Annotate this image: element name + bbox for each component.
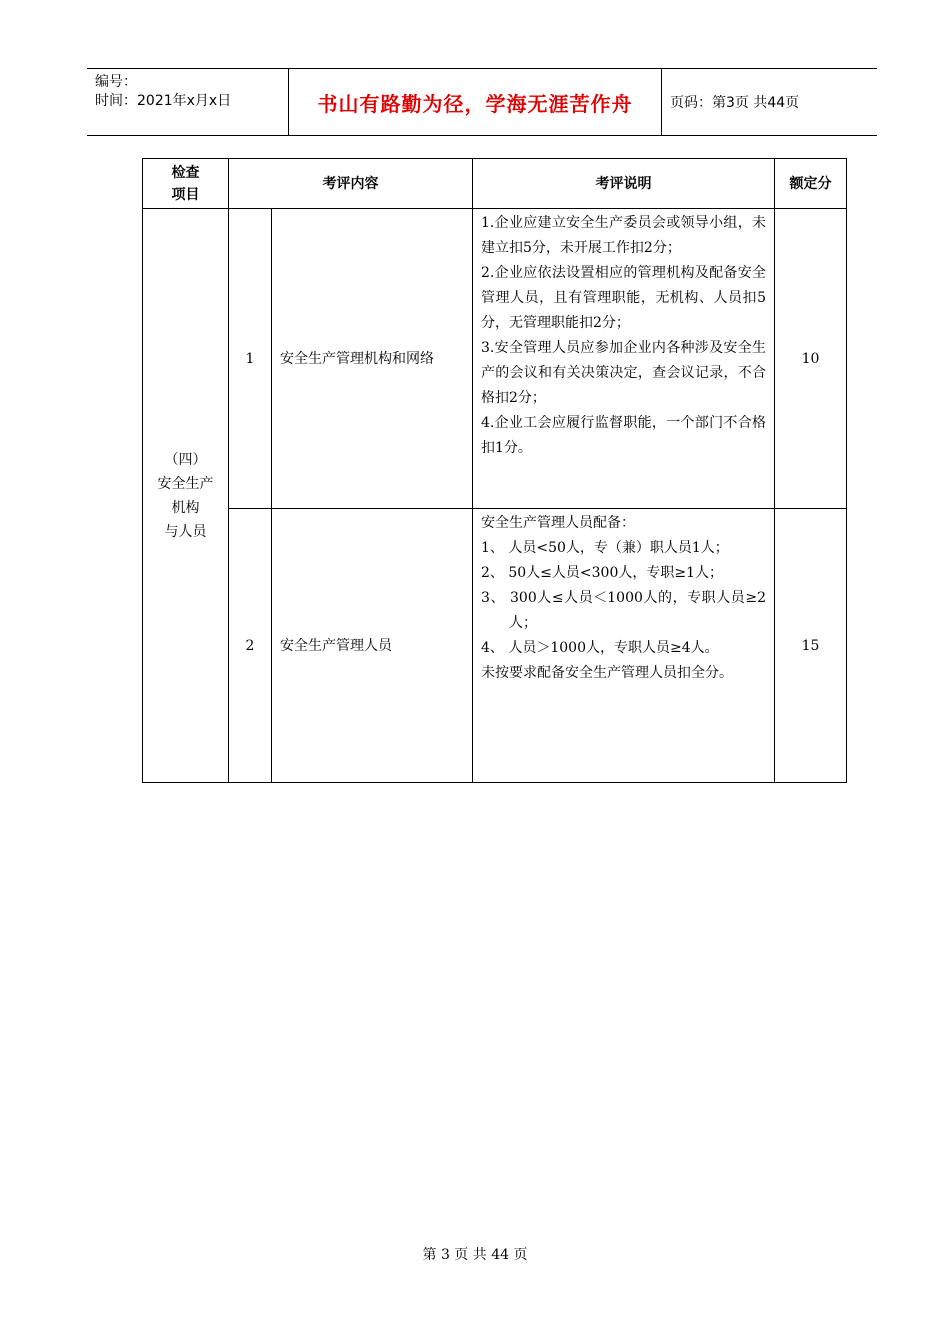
header-page-number: 页码：第3页 共44页 xyxy=(670,95,800,111)
row-description xyxy=(473,209,775,509)
row-number: 2 xyxy=(229,509,272,783)
description-line: 3.安全管理人员应参加企业内各种涉及安全生产的会议和有关决策决定，查会议记录，不合格扣2分； xyxy=(481,340,766,406)
row-score: 15 xyxy=(775,509,847,783)
header-item: 检查 项目 xyxy=(143,159,229,209)
header-content: 考评内容 xyxy=(229,159,473,209)
description-line: 4.企业工会应履行监督职能，一个部门不合格扣1分。 xyxy=(481,415,766,456)
page-footer: 第 3 页 共 44 页 xyxy=(422,1247,528,1263)
description-line: 1.企业应建立安全生产委员会或领导小组，未建立扣5分，未开展工作扣2分； xyxy=(481,215,766,256)
description-item: 4、 人员＞1000人，专职人员≥4人。 xyxy=(481,640,719,656)
description-intro: 安全生产管理人员配备： xyxy=(481,515,635,531)
row-score: 10 xyxy=(775,209,847,509)
document-number-label: 编号： xyxy=(95,74,137,90)
header-motto: 书山有路勤为径，学海无涯苦作舟 xyxy=(288,69,662,135)
row-number: 1 xyxy=(229,209,272,509)
header-score: 额定分 xyxy=(775,159,847,209)
document-time-label: 时间：2021年x月x日 xyxy=(95,93,232,109)
description-outro: 未按要求配备安全生产管理人员扣全分。 xyxy=(481,665,733,681)
table-row xyxy=(143,209,847,509)
description-item: 1、 人员<50人，专（兼）职人员1人； xyxy=(481,540,729,556)
header-meta xyxy=(87,69,287,135)
description-item: 3、 300人≤人员＜1000人的，专职人员≥2人； xyxy=(481,590,766,631)
row-content: 安全生产管理人员 xyxy=(272,509,473,783)
row-description xyxy=(473,509,775,783)
table-row xyxy=(143,509,847,783)
page-header xyxy=(87,68,877,136)
table-header-row xyxy=(143,159,847,209)
description-line: 2.企业应依法设置相应的管理机构及配备安全管理人员，且有管理职能，无机构、人员扣5分，无管理职能扣2分； xyxy=(481,265,766,331)
category-cell: （四） 安全生产 机构 与人员 xyxy=(143,209,229,783)
inspection-table xyxy=(142,158,847,783)
row-content: 安全生产管理机构和网络 xyxy=(272,209,473,509)
description-item: 2、 50人≤人员<300人，专职≥1人； xyxy=(481,565,723,581)
header-desc: 考评说明 xyxy=(473,159,775,209)
